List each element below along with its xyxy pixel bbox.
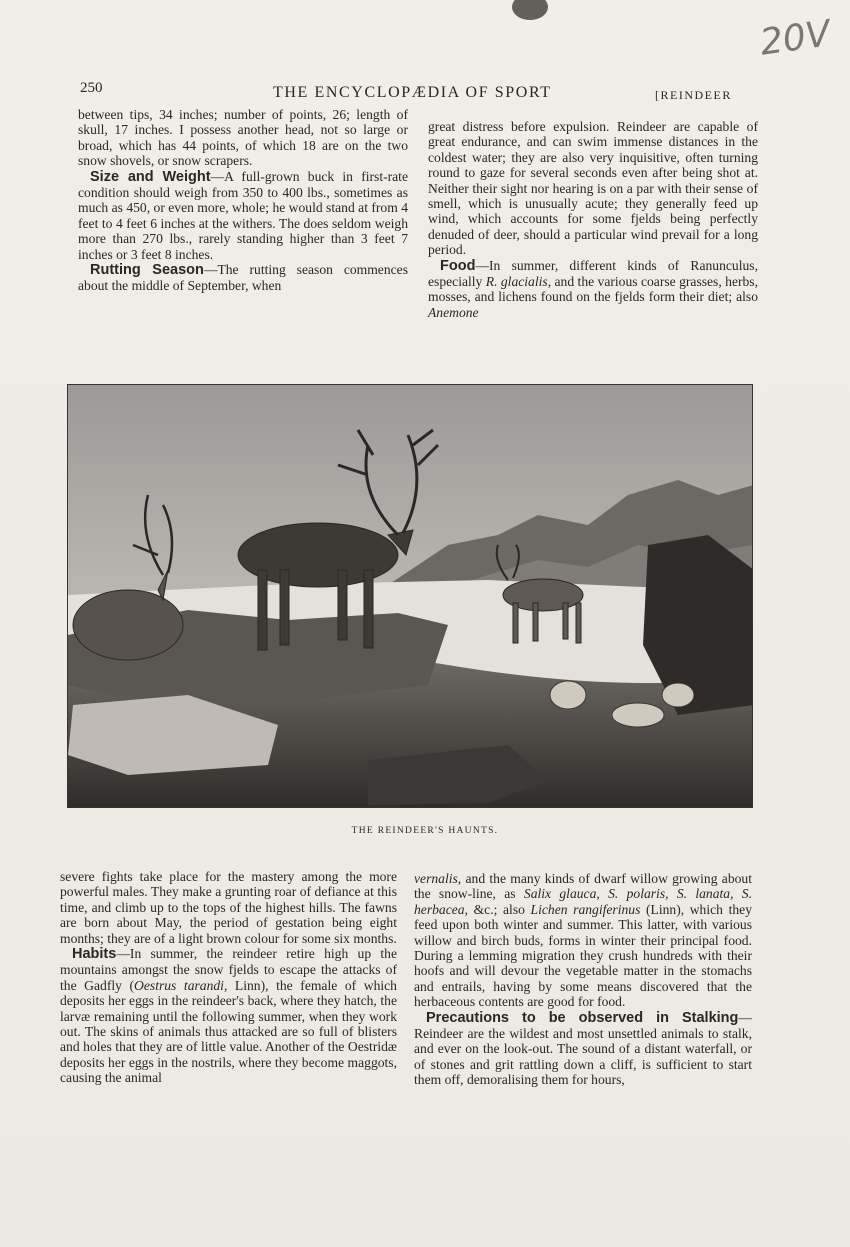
species-name: Anemone: [428, 304, 479, 320]
paragraph: [78, 262, 408, 294]
subheading-precautions: Precautions to be observed in Stalking: [426, 1009, 739, 1026]
species-name: vernalis: [414, 871, 458, 886]
running-title: THE ENCYCLOPÆDIA OF SPORT: [273, 84, 552, 101]
species-name: Lichen rangiferinus: [530, 901, 641, 917]
paragraph: between tips, 34 inches; number of points, 26; length of skull, 17 inches. I possess another head, not so large or broad, which has 44 points, of which 18 are on the two snow shovels, or snow scrapers.: [78, 107, 408, 169]
species-name: Oestrus tarandi: [134, 977, 224, 993]
paragraph-text: (Linn), which they feed upon both winter and summer. This latter, with various willow and birch buds, forms in winter their principal food. During a lemming migration they crush hundreds with their hoofs and will devour the vegetable matter in the stomachs and entrails, having by some means discovered that the herbaceous contents are good for food.: [414, 901, 752, 1010]
column-4: [414, 871, 752, 1088]
column-1: [78, 107, 408, 294]
subheading-size-weight: Size and Weight: [90, 168, 211, 185]
page-number: 250: [80, 80, 103, 96]
paragraph: [414, 871, 752, 1010]
engraving-picture: [68, 385, 753, 808]
paragraph-text: , and the many kinds of dwarf willow growing about the snow-line, as: [414, 871, 752, 902]
subheading-habits: Habits: [72, 946, 117, 963]
paragraph-text: —In summer, different kinds of Ranunculus, especially: [428, 257, 758, 290]
paragraph-text: —The rutting season commences about the middle of September, when: [78, 262, 408, 294]
paragraph-text: —Reindeer are the wildest and most unsettled animals to stalk, and ever on the look-out. The sound of a distant waterfall, or of stones and grit rattling down a cliff, is sufficient to start them off, demoralising them for hours,: [414, 1009, 752, 1088]
paragraph-text: , Linn), the female of which deposits her eggs in the reindeer's back, where they hatch, the larvæ remaining until the following summer, when they work out. The skins of animals thus attacked are so full of blisters and holes that they are of little value. Another of the Oestridæ deposits her eggs in the nostrils, where they become maggots, causing the animal: [60, 977, 397, 1086]
paragraph-text: —In summer, the reindeer retire high up the mountains amongst the snow fjelds to escape the attacks of the Gadfly (: [60, 946, 397, 993]
reindeer-illustration: [67, 384, 753, 808]
species-name: R. glacialis: [485, 274, 548, 290]
figure-caption: THE REINDEER'S HAUNTS.: [351, 826, 499, 836]
column-3: [60, 869, 397, 1086]
ink-spot: [512, 0, 548, 20]
paragraph-text: —A full-grown buck in first-rate condition should weigh from 350 to 400 lbs., sometimes as much as 450, or even more, whole; he would stand at from 4 feet to 4 feet 6 inches at the withers. The does seldom weigh more than 270 lbs., rarely standing higher than 3 feet 7 inches or 3 feet 8 inches.: [78, 168, 408, 262]
paragraph: severe fights take place for the mastery among the more powerful males. They make a grunting roar of defiance at this time, and climb up to the tops of the highest hills. The fawns are born about May, the period of gestation being eight months; they are of a light brown colour for some six months.: [60, 869, 397, 946]
column-2: [428, 119, 758, 320]
paragraph-text: , and the various coarse grasses, herbs, mosses, and lichens found on the fjelds form their diet; also: [428, 274, 758, 305]
paragraph: [60, 946, 397, 1086]
subheading-food: Food: [440, 257, 476, 274]
species-name: Salix glauca, S. polaris, S. lanata, S. herbacea: [414, 886, 752, 917]
paragraph: [428, 258, 758, 321]
handwritten-page-number: 20V: [757, 13, 833, 64]
paragraph-text: , &c.; also: [464, 901, 531, 917]
paragraph: great distress before expulsion. Reindeer are capable of great endurance, and can swim immense distances in the coldest water; they are also very inquisitive, often turning round to gaze for several seconds even after being shot at. Neither their sight nor hearing is on a par with their sense of smell, which is unusually acute; they generally feed up wind, which accounts for some fjelds being perfectly denuded of deer, should a particular wind prevail for a long period.: [428, 119, 758, 258]
section-heading: [REINDEER: [655, 88, 732, 102]
subheading-rutting-season: Rutting Season: [90, 262, 204, 279]
paragraph: [78, 169, 408, 262]
paragraph: [414, 1010, 752, 1088]
